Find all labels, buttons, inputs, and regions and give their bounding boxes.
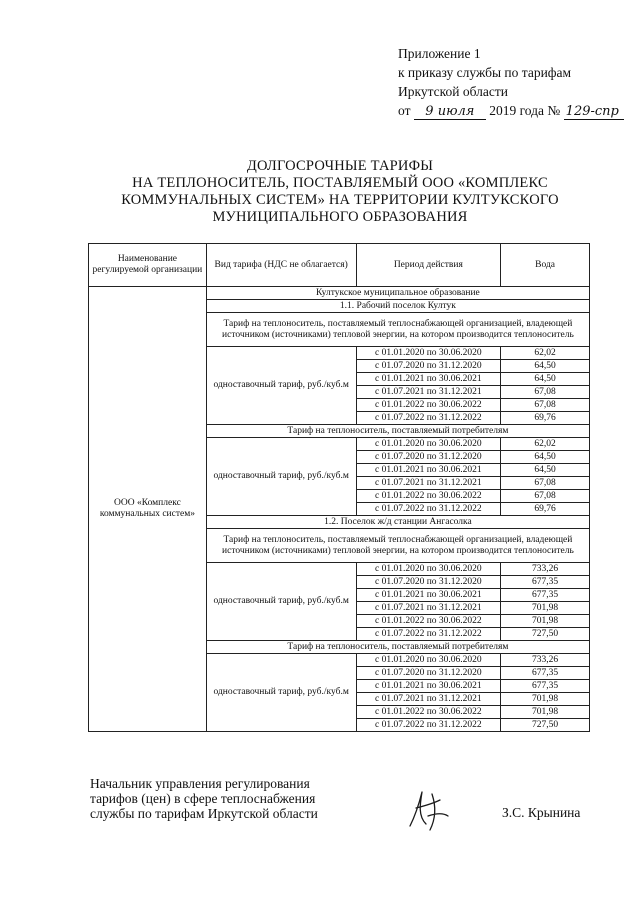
tariff-type: одноставочный тариф, руб./куб.м [206,438,356,516]
value-cell: 701,98 [501,602,590,615]
value-cell: 64,50 [501,464,590,477]
title-line-1: ДОЛГОСРОЧНЫЕ ТАРИФЫ [246,158,434,174]
value-cell: 62,02 [501,347,590,360]
period-cell: с 01.07.2022 по 31.12.2022 [356,503,501,516]
period-cell: с 01.07.2021 по 31.12.2021 [356,386,501,399]
period-cell: с 01.01.2020 по 30.06.2020 [356,347,501,360]
document-title [90,158,590,226]
value-cell: 67,08 [501,386,590,399]
value-cell: 701,98 [501,693,590,706]
period-cell: с 01.07.2020 по 31.12.2020 [356,360,501,373]
value-cell: 67,08 [501,490,590,503]
period-cell: с 01.01.2021 по 30.06.2021 [356,680,501,693]
footer-line-3: службы по тарифам Иркутской области [90,806,318,821]
value-cell: 67,08 [501,477,590,490]
title-line-3: КОММУНАЛЬНЫХ СИСТЕМ» НА ТЕРРИТОРИИ КУЛТУКСКОГО [121,192,559,208]
period-cell: с 01.07.2022 по 31.12.2022 [356,719,501,732]
value-cell: 701,98 [501,615,590,628]
value-cell: 733,26 [501,654,590,667]
value-cell: 701,98 [501,706,590,719]
section-name: 1.2. Поселок ж/д станции Ангасолка [206,516,589,529]
value-cell: 67,08 [501,399,590,412]
section-name: 1.1. Рабочий поселок Култук [206,300,589,313]
header-period: Период действия [356,244,501,287]
tariff-type: одноставочный тариф, руб./куб.м [206,347,356,425]
date-year: 2019 года № [489,103,561,118]
footer-block [90,776,318,821]
group-name: Тариф на теплоноситель, поставляемый теплоснабжающей организацией, владеющей источником (источниками) тепловой энергии, на котором производится теплоноситель [206,313,589,347]
footer-line-2: тарифов (цен) в сфере теплоснабжения [90,791,316,806]
period-cell: с 01.07.2022 по 31.12.2022 [356,412,501,425]
value-cell: 677,35 [501,667,590,680]
period-cell: с 01.01.2022 по 30.06.2022 [356,490,501,503]
appendix-block [398,44,624,120]
period-cell: с 01.07.2021 по 31.12.2021 [356,693,501,706]
appendix-date-line [398,101,624,120]
tariff-type: одноставочный тариф, руб./куб.м [206,563,356,641]
period-cell: с 01.01.2020 по 30.06.2020 [356,438,501,451]
group-name: Тариф на теплоноситель, поставляемый теплоснабжающей организацией, владеющей источником (источниками) тепловой энергии, на котором производится теплоноситель [206,529,589,563]
period-cell: с 01.01.2022 по 30.06.2022 [356,706,501,719]
header-type: Вид тарифа (НДС не облагается) [206,244,356,287]
period-cell: с 01.01.2021 по 30.06.2021 [356,464,501,477]
signer-name: З.С. Крынина [502,805,581,820]
value-cell: 64,50 [501,373,590,386]
period-cell: с 01.01.2020 по 30.06.2020 [356,563,501,576]
appendix-line-3: Иркутской области [398,84,509,99]
value-cell: 677,35 [501,680,590,693]
period-cell: с 01.01.2022 по 30.06.2022 [356,615,501,628]
handwritten-order-number: 129-спр [564,105,624,120]
value-cell: 733,26 [501,563,590,576]
value-cell: 69,76 [501,412,590,425]
value-cell: 677,35 [501,589,590,602]
period-cell: с 01.07.2021 по 31.12.2021 [356,602,501,615]
value-cell: 64,50 [501,451,590,464]
table-body [89,287,590,732]
title-line-2: НА ТЕПЛОНОСИТЕЛЬ, ПОСТАВЛЯЕМЫЙ ООО «КОМПЛЕКС [132,175,548,191]
footer-line-1: Начальник управления регулирования [90,776,310,791]
title-line-4: МУНИЦИПАЛЬНОГО ОБРАЗОВАНИЯ [212,209,468,225]
org-name: ООО «Комплекс коммунальных систем» [89,287,207,732]
period-cell: с 01.07.2020 по 31.12.2020 [356,451,501,464]
group-name: Тариф на теплоноситель, поставляемый потребителям [206,641,589,654]
period-cell: с 01.07.2020 по 31.12.2020 [356,667,501,680]
municipality-row [89,287,590,300]
value-cell: 62,02 [501,438,590,451]
appendix-line-1: Приложение 1 [398,46,481,61]
value-cell: 64,50 [501,360,590,373]
period-cell: с 01.01.2022 по 30.06.2022 [356,399,501,412]
appendix-line-2: к приказу службы по тарифам [398,65,572,80]
period-cell: с 01.07.2021 по 31.12.2021 [356,477,501,490]
signature-icon [402,786,452,836]
municipality-name: Култукское муниципальное образование [206,287,589,300]
value-cell: 69,76 [501,503,590,516]
group-name: Тариф на теплоноситель, поставляемый потребителям [206,425,589,438]
period-cell: с 01.01.2020 по 30.06.2020 [356,654,501,667]
value-cell: 727,50 [501,628,590,641]
period-cell: с 01.01.2021 по 30.06.2021 [356,589,501,602]
tariff-table [88,243,590,732]
date-prefix: от [398,103,411,118]
period-cell: с 01.07.2022 по 31.12.2022 [356,628,501,641]
value-cell: 677,35 [501,576,590,589]
period-cell: с 01.01.2021 по 30.06.2021 [356,373,501,386]
header-water: Вода [501,244,590,287]
period-cell: с 01.07.2020 по 31.12.2020 [356,576,501,589]
handwritten-date: 9 июля [414,105,486,120]
table-header-row [89,244,590,287]
tariff-type: одноставочный тариф, руб./куб.м [206,654,356,732]
header-org: Наименование регулируемой организации [89,244,207,287]
value-cell: 727,50 [501,719,590,732]
